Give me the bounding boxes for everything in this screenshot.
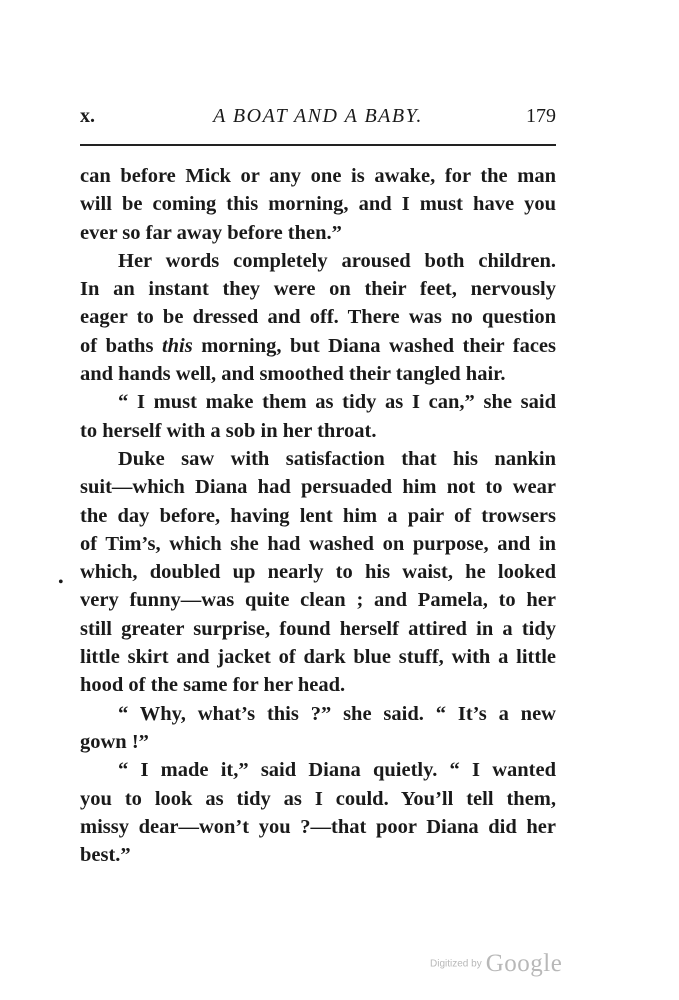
running-head (80, 103, 556, 129)
digitization-watermark (430, 950, 562, 980)
text-line: still greater surprise, found herself attired in a tidy (80, 617, 556, 640)
text-line: Duke saw with satisfaction that his nankin (118, 447, 556, 470)
text-line: which, doubled up nearly to his waist, he looked (80, 561, 556, 584)
watermark-prefix: Digitized by (430, 958, 482, 970)
text-line: to herself with a sob in her throat. (80, 419, 377, 442)
text-line: and hands well, and smoothed their tangled hair. (80, 363, 506, 386)
chapter-number: x. (80, 105, 95, 127)
text-line: hood of the same for her head. (80, 674, 346, 697)
text-line: little skirt and jacket of dark blue stuff, with a little (80, 646, 556, 669)
text-line: “ I must make them as tidy as I can,” she said (118, 391, 556, 414)
text-line: “ I made it,” said Diana quietly. “ I wanted (118, 759, 556, 782)
text-line: best.” (80, 844, 131, 867)
text-line: the day before, having lent him a pair of trowsers (80, 504, 556, 527)
text-line: missy dear—won’t you ?—that poor Diana did her (80, 815, 556, 838)
text-line: In an instant they were on their feet, nervously (80, 278, 556, 301)
text-line: Her words completely aroused both children. (118, 249, 556, 272)
text-line: of baths this morning, but Diana washed their faces (80, 334, 556, 357)
margin-mark: • (58, 574, 64, 591)
text-line: very funny—was quite clean ; and Pamela, to her (80, 589, 556, 612)
text-line: “ Why, what’s this ?” she said. “ It’s a new (118, 702, 556, 725)
page-number: 179 (526, 105, 556, 127)
emphasis-this: this (161, 334, 193, 357)
text-line: eager to be dressed and off. There was no question (80, 306, 556, 329)
text-line: you to look as tidy as I could. You’ll tell them, (80, 787, 556, 810)
body-text (80, 162, 556, 869)
text-line: suit—which Diana had persuaded him not to wear (80, 476, 556, 499)
text-line: can before Mick or any one is awake, for the man (80, 165, 556, 187)
text-line: gown !” (80, 730, 149, 753)
text-line: ever so far away before then.” (80, 221, 342, 244)
watermark-brand: Google (485, 950, 563, 977)
running-title: A BOAT AND A BABY. (213, 105, 423, 127)
text-line: will be coming this morning, and I must have you (80, 193, 556, 216)
text-line: of Tim’s, which she had washed on purpose, and in (80, 532, 556, 555)
header-rule (80, 144, 556, 146)
